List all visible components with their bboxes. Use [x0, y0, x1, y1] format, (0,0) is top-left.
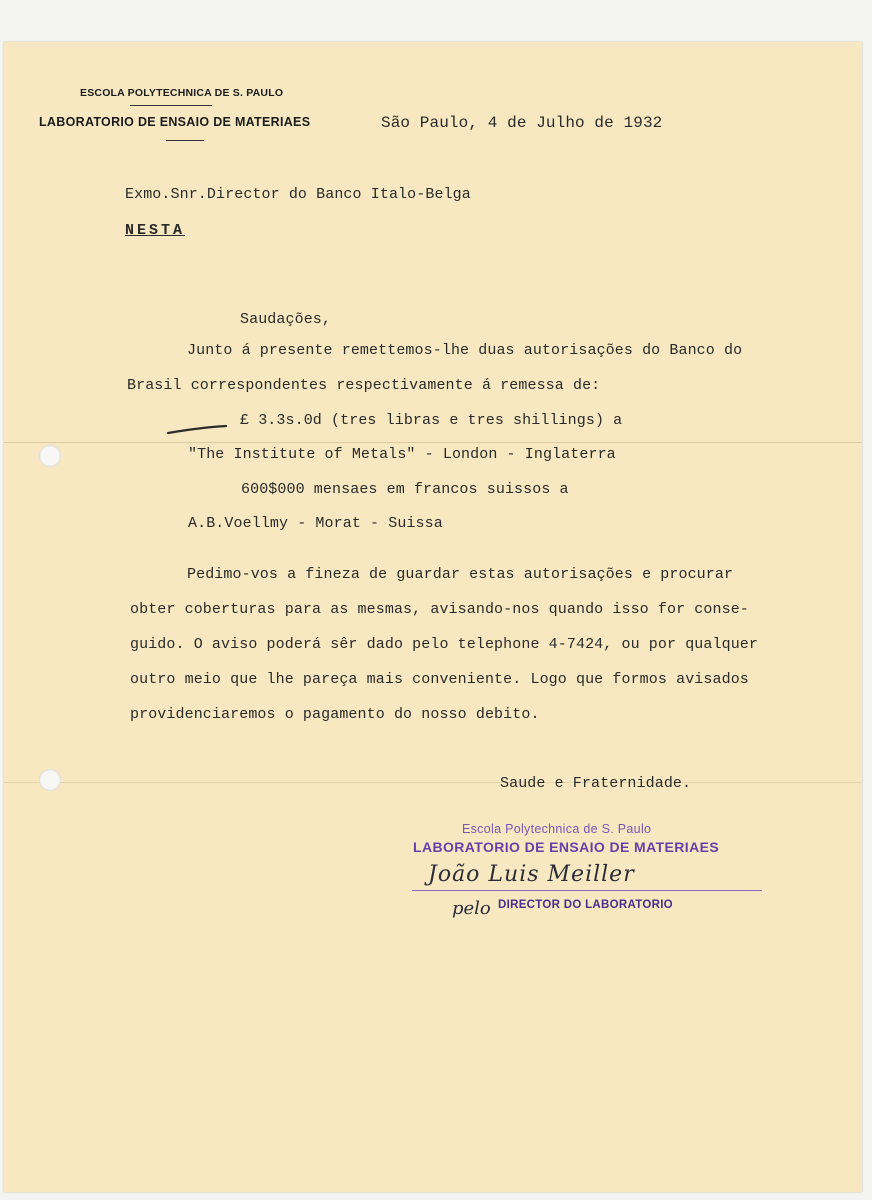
remittance-item-1: £ 3.3s.0d (tres libras e tres shillings) a	[240, 412, 623, 429]
letter-date: São Paulo, 4 de Julho de 1932	[381, 114, 663, 132]
signature-line	[412, 890, 762, 891]
remittance-item-2-recipient: A.B.Voellmy - Morat - Suissa	[188, 515, 443, 532]
stamp-pelo: pelo	[452, 898, 491, 919]
closing: Saude e Fraternidade.	[500, 775, 692, 792]
punch-hole	[39, 769, 61, 791]
remittance-item-2: 600$000 mensaes em francos suissos a	[241, 481, 569, 498]
letterhead-laboratory: LABORATORIO DE ENSAIO DE MATERIAES	[39, 115, 311, 129]
body-line: Brasil correspondentes respectivamente á remessa de:	[127, 377, 601, 394]
remittance-item-1-recipient: "The Institute of Metals" - London - Inglaterra	[188, 446, 616, 463]
body-line: Junto á presente remettemos-lhe duas autorisações do Banco do	[187, 342, 743, 359]
handwritten-signature: João Luis Meiller	[428, 862, 635, 887]
fold-line	[4, 782, 862, 783]
letterhead-school: ESCOLA POLYTECHNICA DE S. PAULO	[80, 87, 284, 99]
punch-hole	[39, 445, 61, 467]
addressee: Exmo.Snr.Director do Banco Italo-Belga	[125, 186, 471, 203]
body-line: outro meio que lhe pareça mais conveniente. Logo que formos avisados	[130, 671, 749, 688]
pen-stroke-mark	[166, 424, 228, 436]
body-line: guido. O aviso poderá sêr dado pelo telephone 4-7424, ou por qualquer	[130, 636, 759, 653]
stamp-laboratory: LABORATORIO DE ENSAIO DE MATERIAES	[413, 839, 720, 855]
letterhead-divider	[166, 140, 204, 141]
body-line: providenciaremos o pagamento do nosso debito.	[130, 706, 540, 723]
stamp-school: Escola Polytechnica de S. Paulo	[462, 822, 652, 836]
stamp-director: DIRECTOR DO LABORATORIO	[498, 899, 673, 911]
letterhead-divider	[130, 105, 212, 106]
greeting: Saudações,	[240, 311, 332, 328]
fold-line	[4, 442, 862, 443]
body-line: obter coberturas para as mesmas, avisando-nos quando isso for conse-	[130, 601, 749, 618]
nesta-line: NESTA	[125, 222, 186, 239]
body-line: Pedimo-vos a fineza de guardar estas autorisações e procurar	[187, 566, 734, 583]
